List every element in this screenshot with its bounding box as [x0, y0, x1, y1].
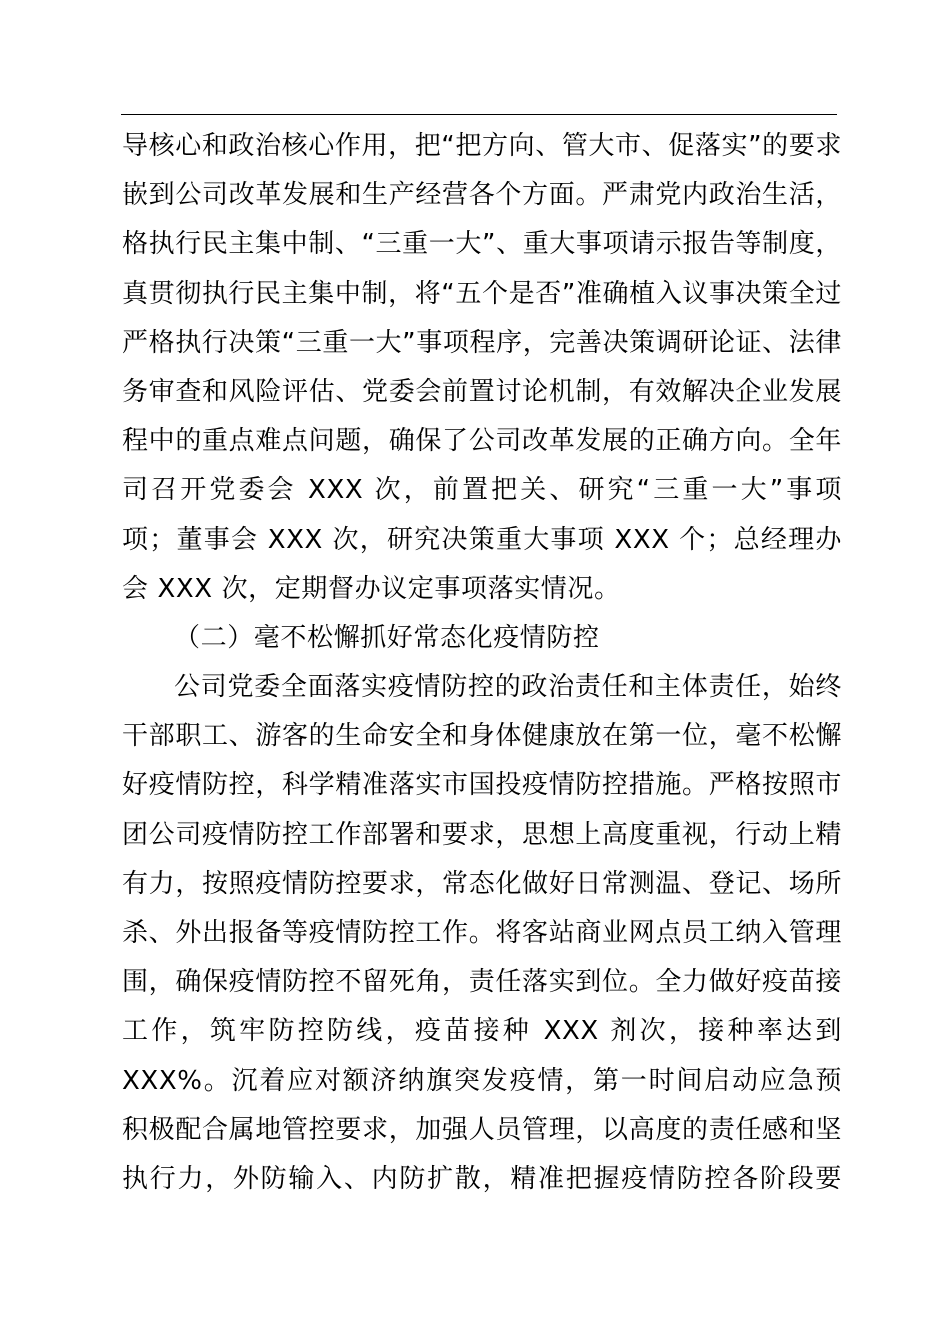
paragraph-line: 杀、外出报备等疫情防控工作。将客站商业网点员工纳入管理 [122, 918, 842, 948]
paragraph-line: 执行力，外防输入、内防扩散，精准把握疫情防控各阶段要 [122, 1163, 842, 1194]
paragraph-line: 有力，按照疫情防控要求，常态化做好日常测温、登记、场所 [122, 868, 842, 899]
paragraph-line: 司召开党委会 XXX 次，前置把关、研究“三重一大”事项 [122, 475, 842, 506]
paragraph-line: 公司党委全面落实疫情防控的政治责任和主体责任，始终 [174, 672, 842, 703]
paragraph-line: 会 XXX 次，定期督办议定事项落实情况。 [122, 573, 621, 604]
paragraph-line: 干部职工、游客的生命安全和身体健康放在第一位，毫不松懈 [122, 721, 842, 752]
header-rule [121, 114, 837, 115]
paragraph-line: 积极配合属地管控要求，加强人员管理，以高度的责任感和坚 [122, 1114, 842, 1145]
paragraph-line: 项；董事会 XXX 次，研究决策重大事项 XXX 个；总经理办 [122, 524, 842, 555]
paragraph-line: 嵌到公司改革发展和生产经营各个方面。严肃党内政治生活， [122, 180, 842, 211]
paragraph-line: 务审查和风险评估、党委会前置讨论机制，有效解决企业发展 [122, 376, 842, 407]
paragraph-line: 团公司疫情防控工作部署和要求，思想上高度重视，行动上精 [122, 819, 842, 850]
paragraph-line: 程中的重点难点问题，确保了公司改革发展的正确方向。全年 [122, 426, 842, 457]
paragraph-line: 好疫情防控，科学精准落实市国投疫情防控措施。严格按照市 [122, 770, 842, 801]
paragraph-line: XXX%。沉着应对额济纳旗突发疫情，第一时间启动应急预 [122, 1065, 842, 1096]
paragraph-line: 真贯彻执行民主集中制，将“五个是否”准确植入议事决策全过 [122, 278, 842, 309]
body-text [122, 122, 842, 1204]
paragraph-line: 严格执行决策“三重一大”事项程序，完善决策调研论证、法律 [122, 327, 842, 358]
paragraph-line: 格执行民主集中制、“三重一大”、重大事项请示报告等制度， [122, 229, 842, 260]
paragraph-line: 工作，筑牢防控防线，疫苗接种 XXX 剂次，接种率达到 [122, 1016, 842, 1047]
section-heading: （二）毫不松懈抓好常态化疫情防控 [174, 622, 600, 653]
paragraph-line: 导核心和政治核心作用，把“把方向、管大市、促落实”的要求 [122, 131, 842, 161]
paragraph-line: 围，确保疫情防控不留死角，责任落实到位。全力做好疫苗接 [122, 967, 842, 998]
